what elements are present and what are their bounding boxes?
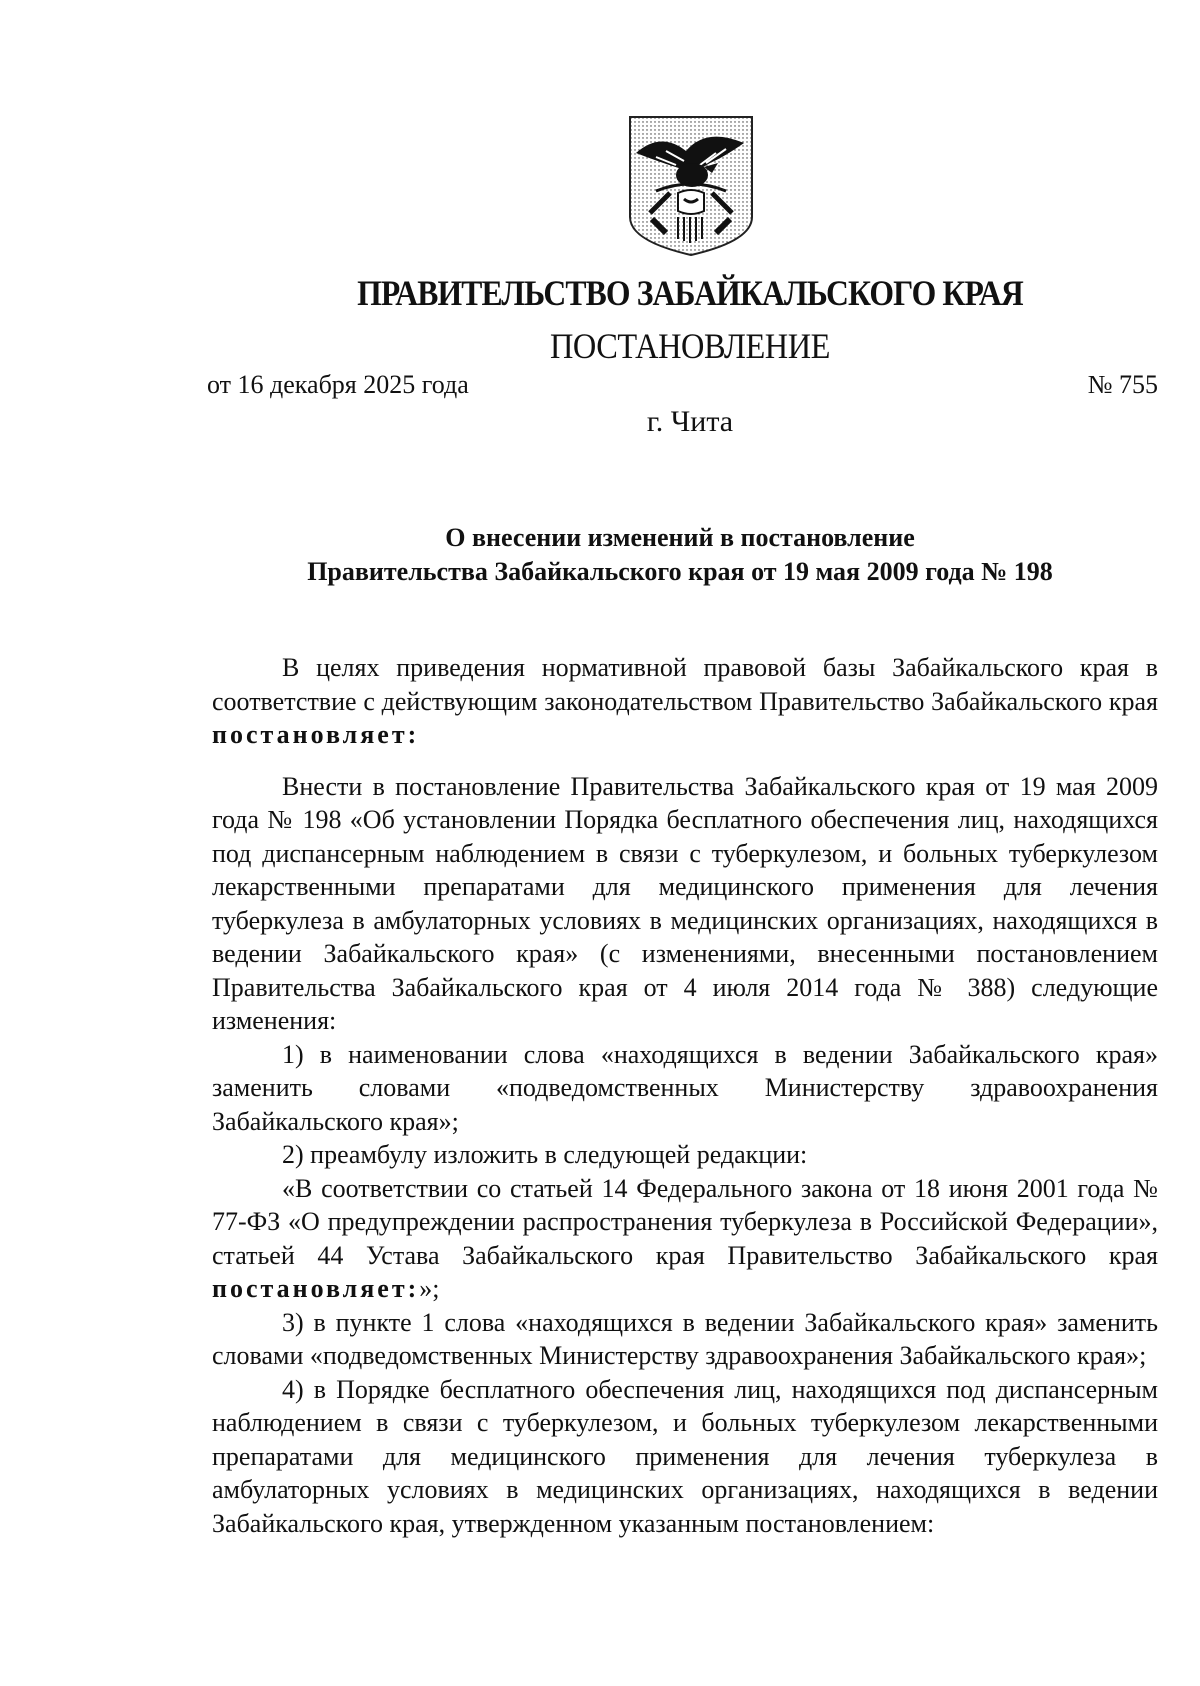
document-body (212, 651, 1158, 1540)
coat-of-arms-icon (626, 113, 756, 259)
title-line-2: Правительства Забайкальского края от 19 мая 2009 года № 198 (307, 557, 1053, 586)
paragraph-preamble (212, 651, 1158, 752)
coat-of-arms-emblem (626, 113, 756, 259)
paragraph-item-4: 4) в Порядке бесплатного обеспечения лиц, находящихся под диспансерным наблюдением в связи с туберкулезом, и больных туберкулезом лекарственными препаратами для медицинского применения для лечения туберкулеза в амбулаторных условиях в медицинских организациях, находящихся в ведении Забайкальского края, утвержденном указанным постановлением: (212, 1374, 1158, 1538)
document-type: ПОСТАНОВЛЕНИЕ (549, 326, 831, 366)
document-city: г. Чита (646, 405, 734, 438)
document-date: от 16 декабря 2025 года (207, 370, 469, 399)
document-title (180, 521, 1180, 589)
preamble-text: В целях приведения нормативной правовой базы Забайкальского края в соответствие с действующим законодательством Правительство Забайкальского края (212, 653, 1158, 716)
quote-tail: »; (419, 1274, 440, 1303)
document-number: № 755 (1087, 370, 1158, 399)
government-name: ПРАВИТЕЛЬСТВО ЗАБАЙКАЛЬСКОГО КРАЯ (357, 273, 1023, 313)
quote-text: «В соответствии со статьей 14 Федерального закона от 18 июня 2001 года № 77-ФЗ «О предупреждении распространения туберкулеза в Российской Федерации», статьей 44 Устава Забайкальского края Правительство Забайкальского края (212, 1173, 1158, 1270)
quote-resolves-word: постановляет: (212, 1274, 420, 1303)
paragraph-item-1: 1) в наименовании слова «находящихся в ведении Забайкальского края» заменить словами «подведомственных Министерству здравоохранения Забайкальского края»; (212, 1039, 1158, 1136)
resolves-word: постановляет: (212, 720, 420, 749)
paragraph-item-2: 2) преамбулу изложить в следующей редакции: (282, 1140, 808, 1169)
paragraph-main: Внести в постановление Правительства Забайкальского края от 19 мая 2009 года № 198 «Об установлении Порядка бесплатного обеспечения лиц, находящихся под диспансерным наблюдением в связи с туберкулезом, и больных туберкулезом лекарственными препаратами для медицинского применения для лечения туберкулеза в амбулаторных условиях в медицинских организациях, находящихся в ведении Забайкальского края» (с изменениями, внесенными постановлением Правительства Забайкальского края от 4 июля 2014 года № 388) следующие изменения: (212, 771, 1158, 1035)
paragraph-item-3: 3) в пункте 1 слова «находящихся в ведении Забайкальского края» заменить словами «подведомственных Министерству здравоохранения Забайкальского края»; (212, 1307, 1158, 1370)
title-line-1: О внесении изменений в постановление (445, 523, 915, 552)
paragraph-quote (212, 1172, 1158, 1306)
